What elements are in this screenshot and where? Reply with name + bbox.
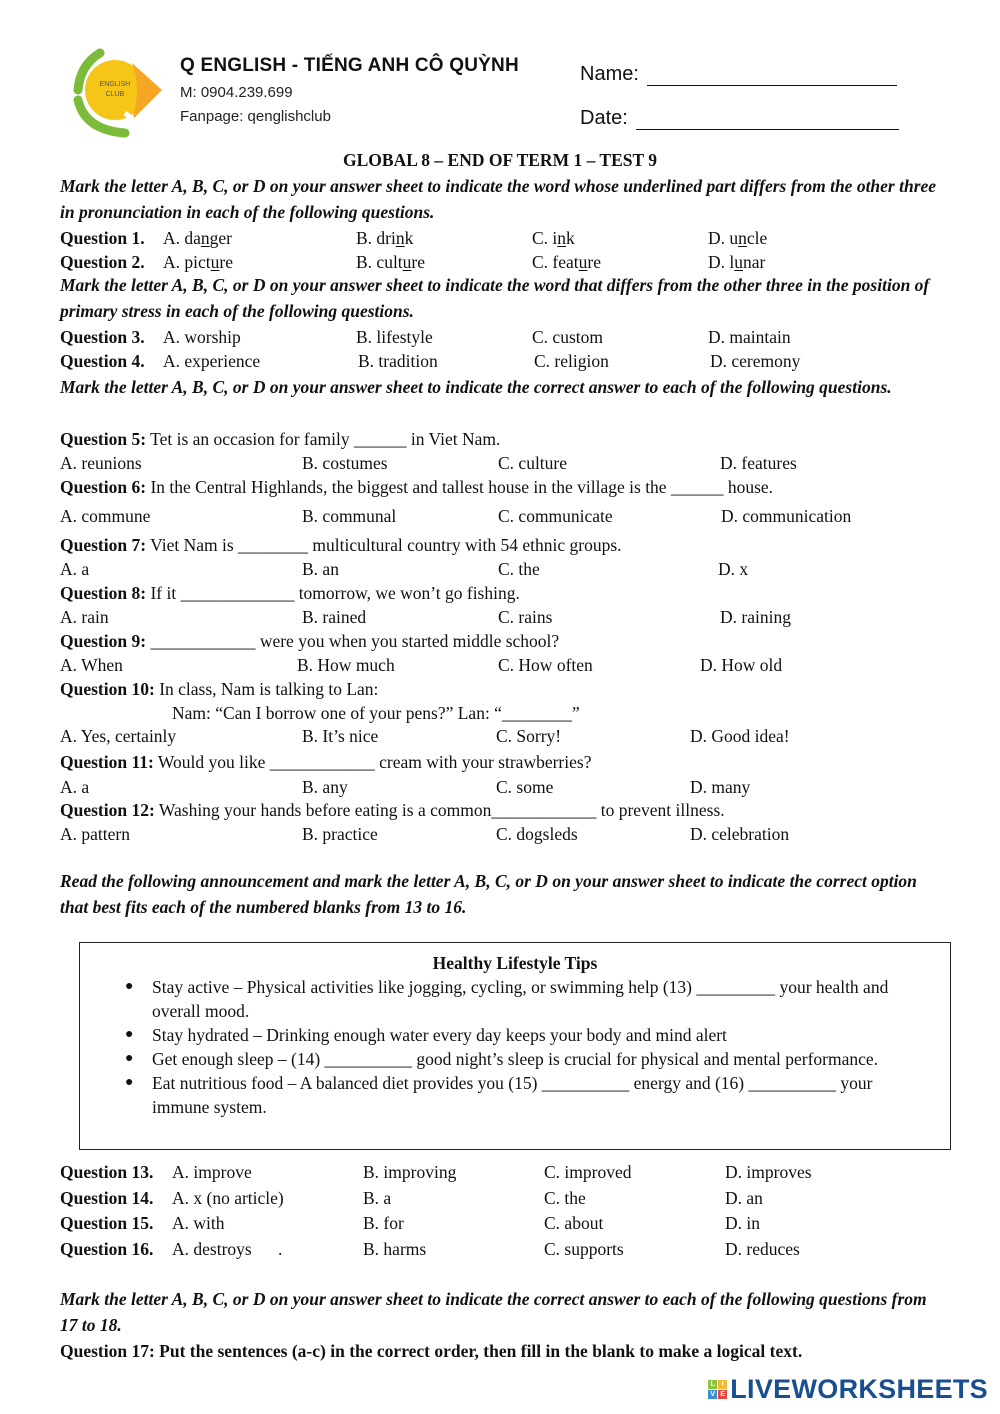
question-16 (60, 1237, 960, 1261)
option-c[interactable]: C. the (498, 559, 540, 579)
option-d[interactable]: D. in (725, 1213, 760, 1233)
passage-bullet: ● Stay hydrated – Drinking enough water every day keeps your body and mind alert (125, 1025, 727, 1045)
option-b[interactable]: B. culture (356, 252, 426, 272)
option-c[interactable]: C. custom (532, 327, 603, 347)
question-11-options (60, 775, 960, 799)
option-a[interactable]: A. Yes, certainly (60, 726, 177, 746)
question-12-stem: Question 12: Washing your hands before eating is a common____________ to prevent illness. (60, 800, 725, 820)
option-c[interactable]: C. improved (544, 1162, 632, 1182)
option-d[interactable]: D. How old (700, 655, 783, 675)
option-b[interactable]: B. communal (302, 506, 397, 526)
passage-bullet: ● Stay active – Physical activities like jogging, cycling, or swimming help (13) _________ your health and overall mood. (125, 977, 889, 1021)
option-d[interactable]: D. Good idea! (690, 726, 790, 746)
option-c[interactable]: C. some (496, 777, 554, 797)
option-d[interactable]: D. maintain (708, 327, 791, 347)
liveworksheets-logo (708, 1374, 988, 1405)
option-a[interactable]: A. reunions (60, 453, 142, 473)
option-d[interactable]: D. improves (725, 1162, 812, 1182)
question-2 (60, 250, 960, 274)
option-c[interactable]: C. rains (498, 607, 553, 627)
live-grid-icon: L I V E (708, 1380, 727, 1399)
question-6-options (60, 504, 960, 528)
passage-title: Healthy Lifestyle Tips (432, 953, 598, 973)
date-field[interactable] (636, 107, 899, 130)
question-label: Question 4. (60, 351, 145, 371)
option-b[interactable]: B. a (363, 1188, 392, 1208)
option-b[interactable]: B. improving (363, 1162, 457, 1182)
option-c[interactable]: C. the (544, 1188, 586, 1208)
option-c[interactable]: C. Sorry! (496, 726, 562, 746)
q17-18-instructions: Mark the letter A, B, C, or D on your answer sheet to indicate the correct answer to each of the following questions from 17 to 18. (60, 1289, 927, 1335)
question-7-options (60, 557, 960, 581)
question-label: Question 3. (60, 327, 145, 347)
question-label: Question 15. (60, 1213, 154, 1233)
question-17-stem: Question 17: Put the sentences (a-c) in the correct order, then fill in the blank to make a logical text. (60, 1341, 803, 1361)
option-c[interactable]: C. religion (534, 351, 609, 371)
question-10-dialogue: Nam: “Can I borrow one of your pens?” Lan: “________” (172, 703, 580, 723)
brand-block (180, 55, 519, 125)
option-a[interactable]: A. commune (60, 506, 151, 526)
correct-answer-instructions: Mark the letter A, B, C, or D on your answer sheet to indicate the correct answer to each of the following questions. (60, 377, 892, 397)
question-10-stem: Question 10: In class, Nam is talking to Lan: (60, 679, 379, 699)
question-1 (60, 226, 960, 250)
question-label: Question 2. (60, 252, 145, 272)
option-b[interactable]: B. any (302, 777, 348, 797)
option-b[interactable]: B. It’s nice (302, 726, 379, 746)
option-d[interactable]: D. lunar (708, 252, 766, 272)
passage-bullet: ● Get enough sleep – (14) __________ good night’s sleep is crucial for physical and mental performance. (125, 1049, 879, 1069)
question-7-stem: Question 7: Viet Nam is ________ multicultural country with 54 ethnic groups. (60, 535, 622, 555)
name-field[interactable] (647, 63, 897, 86)
option-c[interactable]: C. communicate (498, 506, 613, 526)
question-9-stem: Question 9: ____________ were you when you started middle school? (60, 631, 560, 651)
option-a[interactable]: A. picture (163, 252, 233, 272)
passage-bullet: ● Eat nutritious food – A balanced diet provides you (15) __________ energy and (16) __________ your immune system. (125, 1073, 873, 1117)
question-8-stem: Question 8: If it _____________ tomorrow, we won’t go fishing. (60, 583, 520, 603)
question-label: Question 1. (60, 228, 145, 248)
option-b[interactable]: B. tradition (358, 351, 438, 371)
option-b[interactable]: B. practice (302, 824, 378, 844)
option-a[interactable]: A. danger (163, 228, 233, 248)
option-b[interactable]: B. lifestyle (356, 327, 433, 347)
name-date-block (580, 48, 899, 136)
name-label: Name: (580, 63, 639, 85)
option-c[interactable]: C. about (544, 1213, 604, 1233)
question-5-options (60, 451, 960, 475)
pronunciation-instructions: Mark the letter A, B, C, or D on your answer sheet to indicate the word whose underlined part differs from the other three in pronunciation in each of the following questions. (60, 176, 937, 222)
question-9-options (60, 653, 960, 677)
option-c[interactable]: C. ink (532, 228, 575, 248)
question-label: Question 16. (60, 1239, 154, 1259)
option-d[interactable]: D. celebration (690, 824, 790, 844)
question-label: Question 13. (60, 1162, 154, 1182)
option-a[interactable]: A. rain (60, 607, 109, 627)
option-b[interactable]: B. an (302, 559, 339, 579)
option-a[interactable]: A. improve (172, 1162, 252, 1182)
option-d[interactable]: D. features (720, 453, 797, 473)
question-6-stem: Question 6: In the Central Highlands, the biggest and tallest house in the village is the ______ house. (60, 477, 774, 497)
option-d[interactable]: D. reduces (725, 1239, 800, 1259)
brand-fanpage: Fanpage: qenglishclub (180, 108, 331, 125)
question-5-stem: Question 5: Tet is an occasion for family ______ in Viet Nam. (60, 429, 501, 449)
option-a[interactable]: A. x (no article) (172, 1188, 284, 1208)
stress-instructions: Mark the letter A, B, C, or D on your answer sheet to indicate the word that differs from the other three in the position of primary stress in each of the following questions. (60, 275, 930, 321)
option-a[interactable]: A. with (172, 1213, 225, 1233)
question-14 (60, 1186, 960, 1210)
option-c[interactable]: C. dogsleds (496, 824, 578, 844)
option-c[interactable]: C. culture (498, 453, 568, 473)
option-d[interactable]: D. many (690, 777, 751, 797)
date-label: Date: (580, 107, 628, 129)
option-a[interactable]: A. pattern (60, 824, 130, 844)
question-3 (60, 325, 960, 349)
option-a[interactable]: A. worship (163, 327, 241, 347)
option-a[interactable]: A. When (60, 655, 123, 675)
option-d[interactable]: D. communication (721, 506, 852, 526)
option-b[interactable]: B. for (363, 1213, 404, 1233)
question-4 (60, 349, 960, 373)
option-b[interactable]: B. How much (297, 655, 395, 675)
brand-title: Q ENGLISH - TIẾNG ANH CÔ QUỲNH (180, 55, 519, 76)
option-a[interactable]: A. destroys . (172, 1239, 283, 1259)
question-10-options (60, 724, 960, 748)
option-b[interactable]: B. drink (356, 228, 414, 248)
reading-instructions: Read the following announcement and mark the letter A, B, C, or D on your answer sheet to indicate the correct option that best fits each of the numbered blanks from 13 to 16. (60, 871, 917, 917)
option-a[interactable]: A. a (60, 777, 90, 797)
question-12-options (60, 822, 960, 846)
passage-list (125, 975, 922, 1119)
brand-phone: M: 0904.239.699 (180, 84, 293, 101)
option-b[interactable]: B. harms (363, 1239, 427, 1259)
q-english-logo (70, 45, 170, 140)
passage-box (79, 942, 951, 1150)
question-13 (60, 1160, 960, 1184)
svg-text:ENGLISH: ENGLISH (99, 81, 131, 88)
question-15 (60, 1211, 960, 1235)
option-c[interactable]: C. How often (498, 655, 593, 675)
question-11-stem: Question 11: Would you like ____________ cream with your strawberries? (60, 752, 592, 772)
page-title: GLOBAL 8 – END OF TERM 1 – TEST 9 (343, 150, 657, 170)
option-a[interactable]: A. a (60, 559, 90, 579)
option-b[interactable]: B. rained (302, 607, 367, 627)
option-c[interactable]: C. feature (532, 252, 602, 272)
option-d[interactable]: D. ceremony (710, 351, 801, 371)
option-d[interactable]: D. uncle (708, 228, 768, 248)
option-d[interactable]: D. an (725, 1188, 763, 1208)
option-a[interactable]: A. experience (163, 351, 261, 371)
question-label: Question 14. (60, 1188, 154, 1208)
svg-text:CLUB: CLUB (105, 91, 125, 98)
liveworksheets-wordmark: LIVEWORKSHEETS (730, 1374, 988, 1404)
option-c[interactable]: C. supports (544, 1239, 624, 1259)
option-b[interactable]: B. costumes (302, 453, 388, 473)
option-d[interactable]: D. x (718, 559, 749, 579)
question-8-options (60, 605, 960, 629)
option-d[interactable]: D. raining (720, 607, 791, 627)
